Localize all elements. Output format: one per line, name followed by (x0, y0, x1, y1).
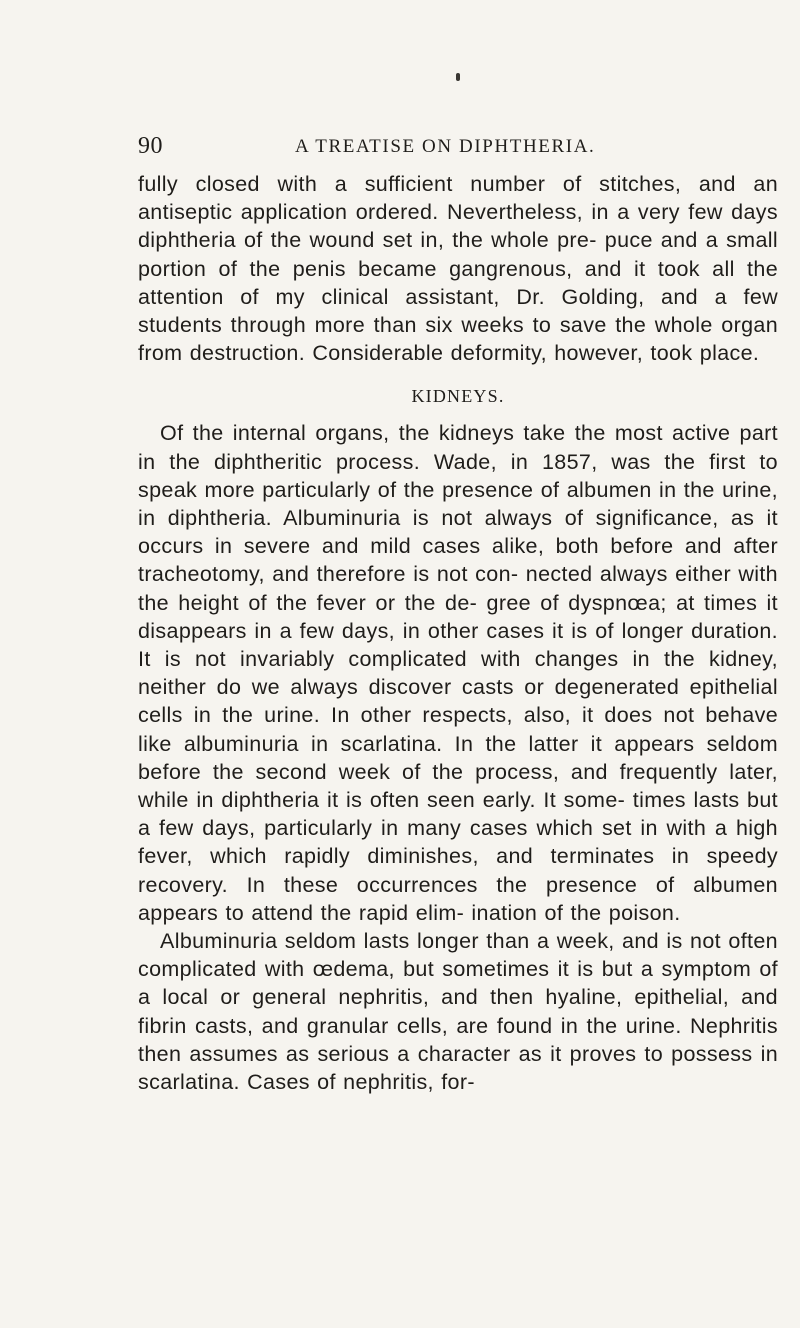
running-head: A TREATISE ON DIPHTHERIA. (295, 136, 596, 157)
page-number: 90 (138, 133, 163, 159)
paragraph-kidneys: Of the internal organs, the kidneys take the most active part in the diphtheritic process. Wade, in 1857, was the first to speak more particularly of the presence of albumen in the urine, in diphtheria. Albuminuria is not always of significance, as it occurs in severe and mild cases alike, both before and after tracheotomy, and therefore is not con- nected always either with the height of the fever or the de- gree of dyspnœa; at times it disappears in a few days, in other cases it is of longer duration. It is not invariably complicated with changes in the kidney, neither do we always discover casts or degenerated epithelial cells in the urine. In other respects, also, it does not behave like albuminuria in scarlatina. In the latter it appears seldom before the second week of the process, and frequently later, while in diphtheria it is often seen early. It some- times lasts but a few days, particularly in many cases which set in with a high fever, which rapidly diminishes, and terminates in speedy recovery. In these occurrences the presence of albumen appears to attend the rapid elim- ination of the poison. (138, 421, 778, 925)
paragraph-continued: fully closed with a sufficient number of stitches, and an antiseptic application ordered. Nevertheless, in a very few days diphtheria of the wound set in, the whole pre- puce and a small portion of the penis became gangrenous, and it took all the attention of my clinical assistant, Dr. Golding, and a few students through more than six weeks to save the whole organ from destruction. Considerable deformity, however, took place. (138, 172, 778, 366)
page-body (138, 170, 778, 1096)
paragraph-albuminuria: Albuminuria seldom lasts longer than a week, and is not often complicated with œdema, but sometimes it is but a symptom of a local or general nephritis, and then hyaline, epithelial, and fibrin casts, and granular cells, are found in the urine. Nephritis then assumes as serious a character as it proves to possess in scarlatina. Cases of nephritis, for- (138, 929, 778, 1095)
section-heading: KIDNEYS. (411, 386, 505, 407)
page-header (138, 131, 778, 161)
ink-speck (456, 73, 460, 81)
